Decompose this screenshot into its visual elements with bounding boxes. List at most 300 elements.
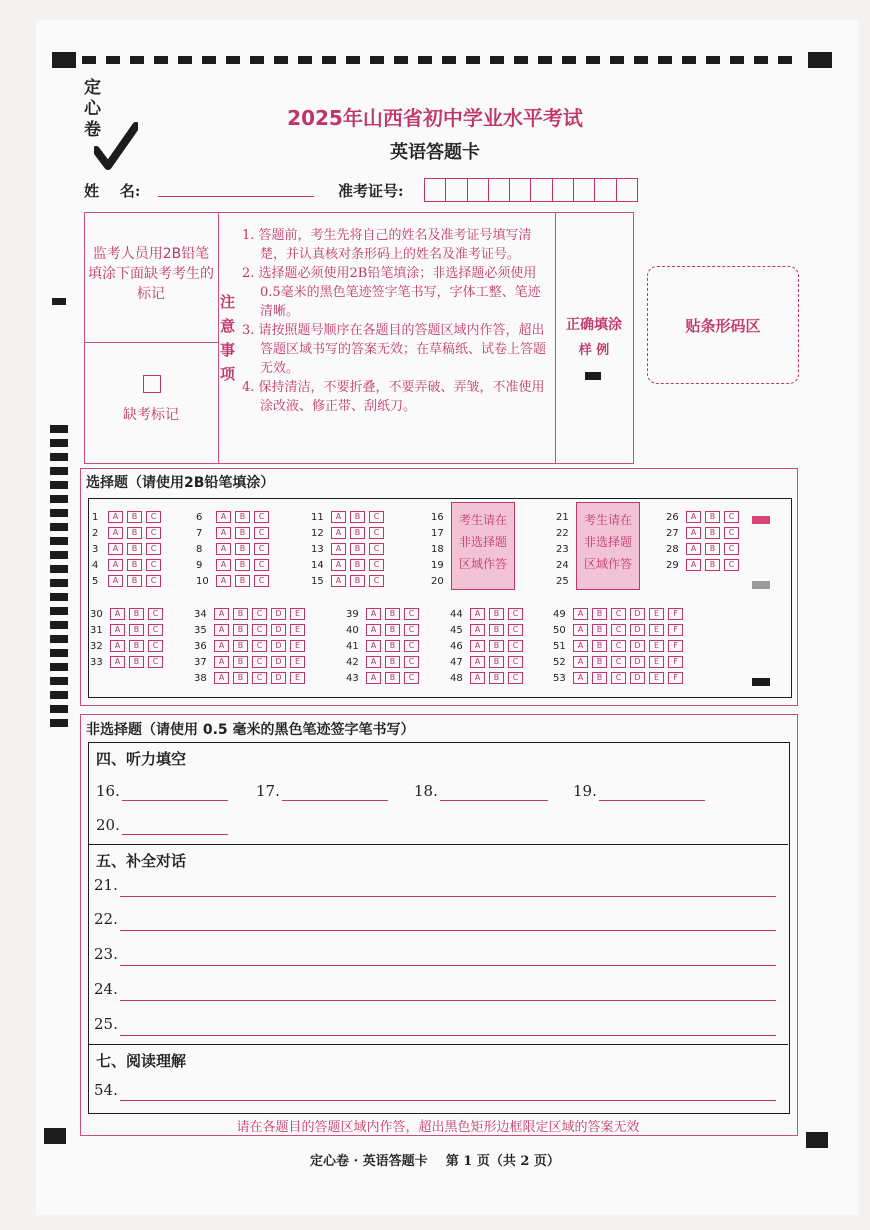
option-bubble[interactable]: C [369,559,384,571]
question-row [90,608,167,622]
option-bubble[interactable]: C [508,672,523,684]
option-bubble[interactable]: A [110,640,125,652]
name-label: 姓 名: [84,182,141,200]
option-bubble[interactable]: B [233,608,248,620]
non-choice-note-2: 考生请在 非选择题 区域作答 [576,502,640,590]
answer-54-line[interactable] [120,1100,776,1101]
question-number: 44 [450,609,463,620]
option-bubble[interactable]: B [489,640,504,652]
option-bubble[interactable]: C [252,656,267,668]
option-bubble[interactable]: C [254,511,269,523]
question-row [666,543,743,557]
name-field[interactable] [158,196,314,197]
option-bubble[interactable]: B [350,511,365,523]
area-warning: 请在各题目的答题区域内作答，超出黑色矩形边框限定区域的答案无效 [236,1120,640,1135]
option-bubble[interactable]: E [290,608,305,620]
option-bubble[interactable]: C [508,640,523,652]
logo-text: 定心卷 [84,78,101,140]
option-bubble[interactable]: B [127,575,142,587]
question-row [450,608,527,622]
question-row [311,559,388,573]
option-bubble[interactable]: B [489,608,504,620]
option-bubble[interactable]: C [404,640,419,652]
answer-22-line[interactable] [120,930,776,931]
option-bubble[interactable]: A [216,559,231,571]
question-row [194,624,309,638]
question-row [450,656,527,670]
sample-label: 正确填涂 [566,317,622,333]
question-row [92,559,165,573]
option-bubble[interactable]: A [470,624,485,636]
option-bubble[interactable]: C [254,575,269,587]
question-number: 38 [194,673,207,684]
option-bubble[interactable]: C [252,640,267,652]
option-bubble[interactable]: A [470,640,485,652]
answer-19-line[interactable] [599,800,705,801]
question-number: 27 [666,528,679,539]
question-row [196,559,273,573]
question-number: 36 [194,641,207,652]
option-bubble[interactable]: A [366,672,381,684]
question-number: 43 [346,673,359,684]
option-bubble[interactable]: B [233,624,248,636]
question-number: 46 [450,641,463,652]
proctor-instruction: 监考人员用2B铅笔填涂下面缺考考生的标记 [88,246,214,302]
question-number: 42 [346,657,359,668]
question-row [92,575,165,589]
option-bubble[interactable]: C [404,672,419,684]
option-bubble[interactable]: A [110,608,125,620]
question-row [311,511,388,525]
option-bubble[interactable]: C [724,543,739,555]
question-row [431,511,451,525]
option-bubble[interactable]: A [573,640,588,652]
option-bubble[interactable]: D [630,624,645,636]
question-row [666,559,743,573]
option-bubble[interactable]: B [592,608,607,620]
option-bubble[interactable]: B [385,656,400,668]
question-row [194,672,309,686]
question-number: 28 [666,544,679,555]
question-number: 29 [666,560,679,571]
option-bubble[interactable]: B [592,672,607,684]
question-row [346,624,423,638]
question-row [553,672,687,686]
question-row [92,527,165,541]
option-bubble[interactable]: A [366,608,381,620]
question-number: 53 [553,673,566,684]
option-bubble[interactable]: A [110,656,125,668]
option-bubble[interactable]: F [668,624,683,636]
option-bubble[interactable]: B [235,543,250,555]
answer-20-label: 20. [96,816,120,834]
answer-21-line[interactable] [120,896,776,897]
option-bubble[interactable]: A [331,575,346,587]
option-bubble[interactable]: B [705,559,720,571]
question-row [431,559,451,573]
option-bubble[interactable]: C [148,624,163,636]
option-bubble[interactable]: B [233,656,248,668]
option-bubble[interactable]: A [366,656,381,668]
option-bubble[interactable]: E [290,656,305,668]
option-bubble[interactable]: C [404,608,419,620]
question-row [196,527,273,541]
absent-checkbox[interactable] [143,375,161,393]
question-number: 3 [92,544,99,555]
option-bubble[interactable]: B [233,672,248,684]
option-bubble[interactable]: A [108,559,123,571]
question-row [431,543,451,557]
note-item: 1. 答题前，考生先将自己的姓名及准考证号填写清楚，并认真核对条形码上的姓名及准考证号。 [242,228,532,262]
question-number: 12 [311,528,324,539]
question-number: 14 [311,560,324,571]
note-item: 4. 保持清洁，不要折叠，不要弄破、弄皱，不准使用涂改液、修正带、刮纸刀。 [242,380,545,414]
option-bubble[interactable]: C [508,656,523,668]
option-bubble[interactable]: C [611,608,626,620]
question-row [450,640,527,654]
option-bubble[interactable]: C [508,624,523,636]
option-bubble[interactable]: B [129,656,144,668]
option-bubble[interactable]: A [214,640,229,652]
absent-label: 缺考标记 [123,407,179,423]
option-bubble[interactable]: E [290,640,305,652]
option-bubble[interactable]: B [129,640,144,652]
option-bubble[interactable]: C [404,656,419,668]
option-bubble[interactable]: B [705,511,720,523]
option-bubble[interactable]: E [290,672,305,684]
option-bubble[interactable]: A [110,624,125,636]
question-row [553,640,687,654]
option-bubble[interactable]: B [592,656,607,668]
option-bubble[interactable]: C [148,608,163,620]
option-bubble[interactable]: C [724,559,739,571]
question-row [196,511,273,525]
option-bubble[interactable]: C [369,527,384,539]
answer-18-line[interactable] [440,800,548,801]
note-item: 3. 请按照题号顺序在各题目的答题区域内作答，超出答题区域书写的答案无效；在草稿纸、试卷上答题无效。 [242,323,547,376]
option-bubble[interactable]: B [592,640,607,652]
question-number: 23 [556,544,569,555]
id-number-boxes[interactable] [424,178,638,202]
option-bubble[interactable]: C [611,672,626,684]
answer-16-label: 16. [96,782,120,800]
question-number: 40 [346,625,359,636]
question-number: 33 [90,657,103,668]
option-bubble[interactable]: C [508,608,523,620]
option-bubble[interactable]: B [489,656,504,668]
section-7-title: 七、阅读理解 [96,1052,187,1070]
option-bubble[interactable]: A [108,527,123,539]
question-row [194,656,309,670]
option-bubble[interactable]: A [573,656,588,668]
option-bubble[interactable]: C [146,575,161,587]
option-bubble[interactable]: E [649,624,664,636]
option-bubble[interactable]: B [385,608,400,620]
barcode-area [647,266,799,384]
question-row [92,511,165,525]
option-bubble[interactable]: B [592,624,607,636]
question-row [556,559,576,573]
option-bubble[interactable]: D [630,640,645,652]
footer: 定心卷 · 英语答题卡 第 1 页（共 2 页） [310,1154,560,1169]
option-bubble[interactable]: A [214,656,229,668]
option-bubble[interactable]: C [611,640,626,652]
question-number: 51 [553,641,566,652]
option-bubble[interactable]: C [611,656,626,668]
answer-22-label: 22. [94,910,118,928]
question-row [553,608,687,622]
option-bubble[interactable]: C [254,527,269,539]
option-bubble[interactable]: A [470,656,485,668]
option-bubble[interactable]: C [611,624,626,636]
option-bubble[interactable]: A [216,511,231,523]
question-row [556,511,576,525]
question-number: 10 [196,576,209,587]
option-bubble[interactable]: A [214,672,229,684]
option-bubble[interactable]: B [385,640,400,652]
answer-19-label: 19. [573,782,597,800]
option-bubble[interactable]: B [127,559,142,571]
note-item: 2. 选择题必须使用2B铅笔填涂；非选择题必须使用0.5毫米的黑色笔迹签字笔书写，字体工整、笔迹清晰。 [242,266,541,319]
option-bubble[interactable]: B [350,575,365,587]
option-bubble[interactable]: B [129,624,144,636]
question-number: 35 [194,625,207,636]
option-bubble[interactable]: A [214,608,229,620]
answer-23-line[interactable] [120,965,776,966]
option-bubble[interactable]: B [385,672,400,684]
option-bubble[interactable]: E [649,640,664,652]
option-bubble[interactable]: A [331,559,346,571]
option-bubble[interactable]: A [686,527,701,539]
question-number: 4 [92,560,99,571]
option-bubble[interactable]: A [331,527,346,539]
question-number: 16 [431,512,444,523]
option-bubble[interactable]: E [649,672,664,684]
black-marker [752,678,770,686]
question-number: 49 [553,609,566,620]
answer-20-line[interactable] [122,834,228,835]
option-bubble[interactable]: B [235,527,250,539]
option-bubble[interactable]: C [369,575,384,587]
option-bubble[interactable]: C [252,624,267,636]
option-bubble[interactable]: D [271,672,286,684]
question-row [431,527,451,541]
option-bubble[interactable]: B [127,511,142,523]
option-bubble[interactable]: B [705,543,720,555]
option-bubble[interactable]: A [366,640,381,652]
question-number: 20 [431,576,444,587]
option-bubble[interactable]: A [686,543,701,555]
question-number: 45 [450,625,463,636]
question-row [90,624,167,638]
pink-marker [752,516,770,524]
option-bubble[interactable]: E [649,608,664,620]
option-bubble[interactable]: B [350,527,365,539]
option-bubble[interactable]: C [146,527,161,539]
option-bubble[interactable]: D [271,624,286,636]
answer-18-label: 18. [414,782,438,800]
option-bubble[interactable]: A [108,511,123,523]
option-bubble[interactable]: D [271,608,286,620]
option-bubble[interactable]: A [366,624,381,636]
option-bubble[interactable]: F [668,640,683,652]
section-5-title: 五、补全对话 [96,852,187,870]
option-bubble[interactable]: F [668,656,683,668]
option-bubble[interactable]: C [254,559,269,571]
option-bubble[interactable]: A [216,527,231,539]
option-bubble[interactable]: C [252,672,267,684]
option-bubble[interactable]: C [369,511,384,523]
option-bubble[interactable]: A [573,608,588,620]
question-row [556,527,576,541]
option-bubble[interactable]: A [216,543,231,555]
option-bubble[interactable]: B [235,559,250,571]
option-bubble[interactable]: C [148,640,163,652]
option-bubble[interactable]: A [214,624,229,636]
option-bubble[interactable]: A [573,624,588,636]
question-number: 15 [311,576,324,587]
question-row [346,608,423,622]
question-row [196,575,273,589]
answer-54-label: 54. [94,1081,118,1099]
question-row [90,656,167,670]
option-bubble[interactable]: A [470,608,485,620]
question-number: 7 [196,528,203,539]
option-bubble[interactable]: B [127,527,142,539]
id-label: 准考证号: [338,182,404,200]
question-number: 24 [556,560,569,571]
option-bubble[interactable]: B [235,511,250,523]
question-number: 9 [196,560,203,571]
question-number: 5 [92,576,99,587]
question-number: 52 [553,657,566,668]
question-row [553,656,687,670]
option-bubble[interactable]: B [127,543,142,555]
question-row [431,575,451,589]
option-bubble[interactable]: B [705,527,720,539]
option-bubble[interactable]: B [489,672,504,684]
question-number: 8 [196,544,203,555]
answer-21-label: 21. [94,876,118,894]
option-bubble[interactable]: D [271,656,286,668]
grey-marker [752,581,770,589]
barcode-label: 贴条形码区 [685,317,761,335]
question-row [311,543,388,557]
question-row [450,624,527,638]
question-row [346,640,423,654]
option-bubble[interactable]: C [724,511,739,523]
question-number: 47 [450,657,463,668]
option-bubble[interactable]: F [668,608,683,620]
option-bubble[interactable]: A [686,511,701,523]
answer-17-line[interactable] [282,800,388,801]
filled-sample-mark [585,372,601,380]
option-bubble[interactable]: A [470,672,485,684]
question-row [666,511,743,525]
non-choice-title: 非选择题（请使用 0.5 毫米的黑色笔迹签字笔书写） [86,722,415,738]
option-bubble[interactable]: A [686,559,701,571]
option-bubble[interactable]: E [649,656,664,668]
option-bubble[interactable]: C [369,543,384,555]
option-bubble[interactable]: A [331,543,346,555]
option-bubble[interactable]: A [331,511,346,523]
question-row [553,624,687,638]
answer-25-label: 25. [94,1015,118,1033]
question-number: 1 [92,512,99,523]
question-row [666,527,743,541]
option-bubble[interactable]: D [630,672,645,684]
answer-17-label: 17. [256,782,280,800]
answer-24-line[interactable] [120,1000,776,1001]
question-number: 50 [553,625,566,636]
option-bubble[interactable]: C [404,624,419,636]
sample-sub: 样 例 [578,343,610,358]
option-bubble[interactable]: B [233,640,248,652]
option-bubble[interactable]: D [630,656,645,668]
option-bubble[interactable]: C [252,608,267,620]
option-bubble[interactable]: B [385,624,400,636]
question-number: 25 [556,576,569,587]
notes-list [242,226,552,416]
question-number: 31 [90,625,103,636]
answer-16-line[interactable] [122,800,228,801]
option-bubble[interactable]: C [146,543,161,555]
choice-title: 选择题（请使用2B铅笔填涂） [86,475,275,491]
question-row [92,543,165,557]
question-row [556,543,576,557]
option-bubble[interactable]: A [573,672,588,684]
option-bubble[interactable]: A [216,575,231,587]
question-number: 34 [194,609,207,620]
question-number: 2 [92,528,99,539]
non-choice-frame [88,742,790,1114]
answer-25-line[interactable] [120,1035,776,1036]
option-bubble[interactable]: C [146,511,161,523]
question-row [90,640,167,654]
option-bubble[interactable]: B [489,624,504,636]
question-row [556,575,576,589]
option-bubble[interactable]: B [129,608,144,620]
answer-23-label: 23. [94,945,118,963]
option-bubble[interactable]: C [254,543,269,555]
option-bubble[interactable]: A [108,575,123,587]
option-bubble[interactable]: B [235,575,250,587]
option-bubble[interactable]: A [108,543,123,555]
question-number: 17 [431,528,444,539]
option-bubble[interactable]: F [668,672,683,684]
option-bubble[interactable]: E [290,624,305,636]
question-row [450,672,527,686]
option-bubble[interactable]: C [148,656,163,668]
question-row [194,608,309,622]
question-number: 37 [194,657,207,668]
option-bubble[interactable]: D [630,608,645,620]
answer-24-label: 24. [94,980,118,998]
option-bubble[interactable]: C [146,559,161,571]
question-number: 13 [311,544,324,555]
question-number: 30 [90,609,103,620]
question-number: 11 [311,512,324,523]
question-row [346,656,423,670]
question-number: 22 [556,528,569,539]
option-bubble[interactable]: B [350,559,365,571]
option-bubble[interactable]: D [271,640,286,652]
question-row [311,527,388,541]
option-bubble[interactable]: C [724,527,739,539]
question-number: 48 [450,673,463,684]
question-number: 21 [556,512,569,523]
option-bubble[interactable]: B [350,543,365,555]
